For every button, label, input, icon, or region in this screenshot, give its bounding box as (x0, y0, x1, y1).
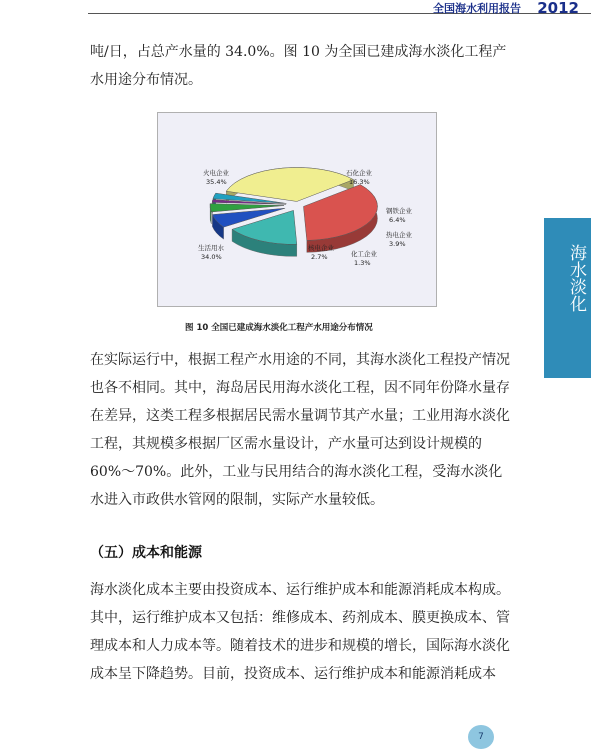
pie-label-1: 石化企业 (346, 169, 372, 177)
pie-label-5: 核电企业 (308, 244, 334, 252)
pie-label-6: 生活用水 (198, 244, 224, 252)
figure-caption: 图 10 全国已建成海水淡化工程产水用途分布情况 (185, 323, 373, 333)
chapter-side-tab-label: 海水淡化 (566, 244, 586, 312)
chapter-side-tab (544, 218, 591, 378)
pie-chart-figure (157, 112, 437, 307)
pie-label-4: 化工企业 (351, 250, 377, 258)
report-year: 2012 (537, 0, 579, 17)
pie-value-label-6: 34.0% (201, 253, 222, 261)
pie-value-label-4: 1.3% (354, 259, 371, 267)
pie-value-label-3: 3.9% (389, 240, 406, 248)
cost-paragraph: 海水淡化成本主要由投资成本、运行维护成本和能源消耗成本构成。其中，运行维护成本又包括：维修成本、药剂成本、膜更换成本、管理成本和人力成本等。随着技术的进步和规模的增长，国际海水淡化成本呈下降趋势。目前，投资成本、运行维护成本和能源消耗成本 (90, 582, 510, 682)
operation-paragraph: 在实际运行中，根据工程产水用途的不同，其海水淡化工程投产情况也各不相同。其中，海岛居民用海水淡化工程，因不同年份降水量存在差异，这类工程多根据居民需水量调节其产水量；工业用海水淡化工程，其规模多根据厂区需水量设计，产水量可达到设计规模的60%～70%。此外，工业与民用结合的海水淡化工程，受海水淡化水进入市政供水管网的限制，实际产水量较低。 (90, 352, 510, 508)
intro-paragraph: 吨/日，占总产水量的 34.0%。图 10 为全国已建成海水淡化工程产水用途分布情况。 (90, 44, 507, 88)
pie-label-2: 钢铁企业 (386, 207, 412, 215)
page-number: 7 (468, 725, 494, 749)
pie-label-0: 火电企业 (203, 169, 229, 177)
pie-chart (158, 113, 436, 306)
pie-value-label-1: 16.3% (349, 178, 370, 186)
pie-value-label-2: 6.4% (389, 216, 406, 224)
pie-value-label-0: 35.4% (206, 178, 227, 186)
pie-label-3: 热电企业 (386, 231, 412, 239)
pie-value-label-5: 2.7% (311, 253, 328, 261)
report-title: 全国海水利用报告 (433, 2, 521, 15)
section-heading: （五）成本和能源 (90, 545, 202, 561)
